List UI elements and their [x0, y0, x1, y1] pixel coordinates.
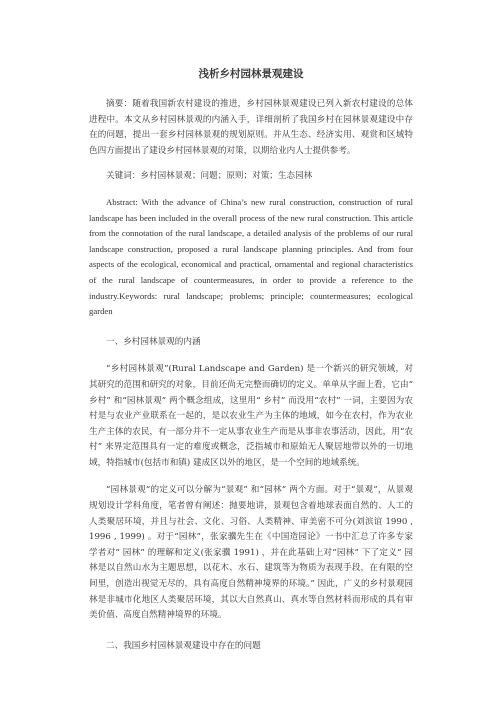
section-1-paragraph-1: “乡村园林景观”(Rural Landscape and Garden) 是一个新兴的研究领域，对其研究的范围和研究的对象，目前还尚无完整而确切的定义。单单从字面上看，它由“ 乡村” 和“园林景观” 两个概念组成，这里用“ 乡村” 而没用“农村” 一词，主要因为农村是与农业产业联系在一起的，是以农业生产为主体的地域，如今在农村，作为农业生产主体的农民，有一部分并不一定从事农业生产而是从事非农事活动，因此，用“农村” 来界定范围具有一定的难度或概念，泛指城市和原始无人聚居地带以外的一切地域，特指城市(包括市和镇) 建成区以外的地区，是一个空间的地域系统。 — [89, 364, 413, 468]
section-1-paragraph-2: “园林景观”的定义可以分解为“景观” 和“园林” 两个方面。对于“景观”，从景观规划设计学科角度，笔者曾有阐述：抛要地讲，景观包含着地球表面自然的、人工的人类聚居环境，并且与社会、文化、习俗、人类精神、审美密不可分(刘滨谊 1990 , 1996 , 1999) 。对于“园林”，张家骥先生在《中国造园论》一书中汇总了许多专家学者对“ 园林” 的理解和定义(张家骥 1991) ，并在此基础上对“园林” 下了定义“ 园林是以自然山水为主题思想，以花木、水石、建筑等为物质为表现手段，在有限的空间里，创造出视觉无尽的，具有高度自然精神境界的环境。” 因此，广义的乡村景观园林是非城市化地区人类聚居环境，其以大自然真山、真水等自然材料而形成的具有审美价值、高度自然精神境界的环境。 — [89, 485, 413, 621]
paper-title: 浅析乡村园林景观建设 — [198, 68, 304, 80]
abstract-chinese: 摘要：随着我国新农村建设的推进，乡村园林景观建设已列入新农村建设的总体进程中。本文从乡村园林景观的内涵入手，详细剖析了我国乡村在园林景观建设中存在的问题，提出一套乡村园林景观的规划原则。并从生态、经济实用、观赏和区域特色四方面提出了建设乡村园林景观的对策，以期给业内人士提供参考。 — [89, 99, 413, 156]
section-2-heading: 二、我国乡村园林景观建设中存在的问题 — [106, 640, 261, 651]
abstract-english: Abstract: With the advance of China’s new rural construction, construction of rural landscape has been included in the overall process of the new rural construction. This article from the connotation of the rural landscape, a detailed analysis of the problems of our rural landscape construction, proposed a rural landscape planning principles. And from four aspects of the ecological, economical and practical, ornamental and regional characteristics of the rural landscape of countermeasures, in order to provide a reference to the industry.Keywords: rural landscape; problems; principle; countermeasures; ecological garden — [89, 196, 413, 317]
keywords-chinese: 关键词：乡村园林景观；问题；原则；对策；生态园林 — [106, 171, 313, 182]
section-1-heading: 一、乡村园林景观的内涵 — [106, 336, 201, 347]
